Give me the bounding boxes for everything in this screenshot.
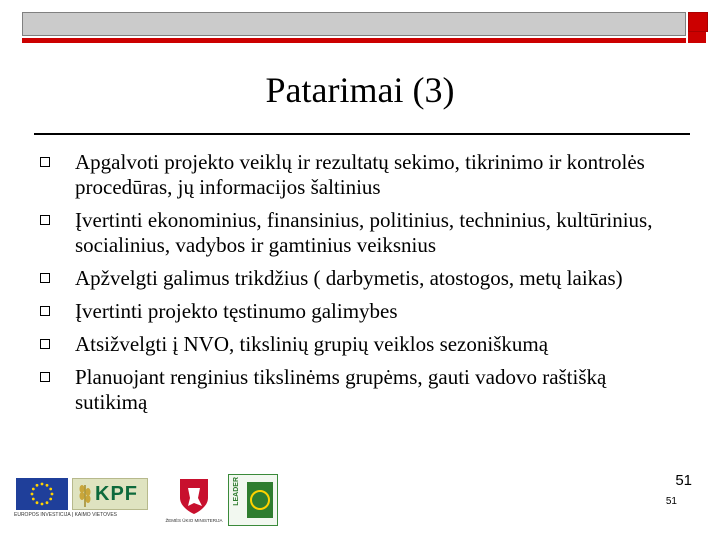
footer-logos xyxy=(14,474,294,530)
bullet-item xyxy=(30,365,670,415)
header-red-line xyxy=(22,38,686,43)
bullet-text: Atsižvelgti į NVO, tikslinių grupių veiklos sezoniškumą xyxy=(75,332,549,356)
corner-block-top xyxy=(688,12,708,32)
page-number-small: 51 xyxy=(665,496,677,507)
bullet-item xyxy=(30,150,670,200)
square-bullet-icon xyxy=(40,273,50,283)
bullet-list xyxy=(30,150,670,423)
header-corner-blocks xyxy=(688,12,708,43)
leader-star-icon xyxy=(245,480,275,520)
square-bullet-icon xyxy=(40,157,50,167)
eu-caption: EUROPOS INVESTICIJA Į KAIMO VIETOVES xyxy=(14,512,117,518)
kpf-logo-text: KPF xyxy=(95,483,138,505)
corner-block-bottom xyxy=(688,32,706,43)
header-decoration xyxy=(22,12,708,40)
bullet-text: Apžvelgti galimus trikdžius ( darbymetis, atostogos, metų laikas) xyxy=(75,266,623,290)
leader-logo xyxy=(228,474,278,526)
square-bullet-icon xyxy=(40,339,50,349)
bullet-text: Įvertinti ekonominius, finansinius, politinius, techninius, kultūrinius, socialinius, vadybos ir gamtinius veiksnius xyxy=(75,208,653,257)
header-gray-bar xyxy=(22,12,686,36)
square-bullet-icon xyxy=(40,372,50,382)
bullet-item xyxy=(30,299,670,324)
square-bullet-icon xyxy=(40,306,50,316)
bullet-text: Įvertinti projekto tęstinumo galimybes xyxy=(75,299,398,323)
eu-flag-logo xyxy=(16,478,68,510)
square-bullet-icon xyxy=(40,215,50,225)
bullet-item xyxy=(30,208,670,258)
leader-logo-text: LEADER xyxy=(233,477,240,506)
bullet-text: Planuojant renginius tikslinėms grupėms, gauti vadovo raštišką sutikimą xyxy=(75,365,607,414)
ministry-caption: ŽEMĖS ŪKIO MINISTERIJA xyxy=(165,518,223,523)
eu-stars-icon xyxy=(16,478,68,510)
bullet-item xyxy=(30,266,670,291)
kpf-logo xyxy=(72,478,148,510)
bullet-text: Apgalvoti projekto veiklų ir rezultatų sekimo, tikrinimo ir kontrolės procedūras, jų informacijos šaltinius xyxy=(75,150,645,199)
bullet-item xyxy=(30,332,670,357)
lithuania-coat-of-arms-icon xyxy=(174,476,214,516)
wheat-icon xyxy=(74,479,96,509)
slide-title: Patarimai (3) xyxy=(265,70,455,110)
page-number: 51 xyxy=(675,472,692,489)
title-underline xyxy=(34,133,690,135)
